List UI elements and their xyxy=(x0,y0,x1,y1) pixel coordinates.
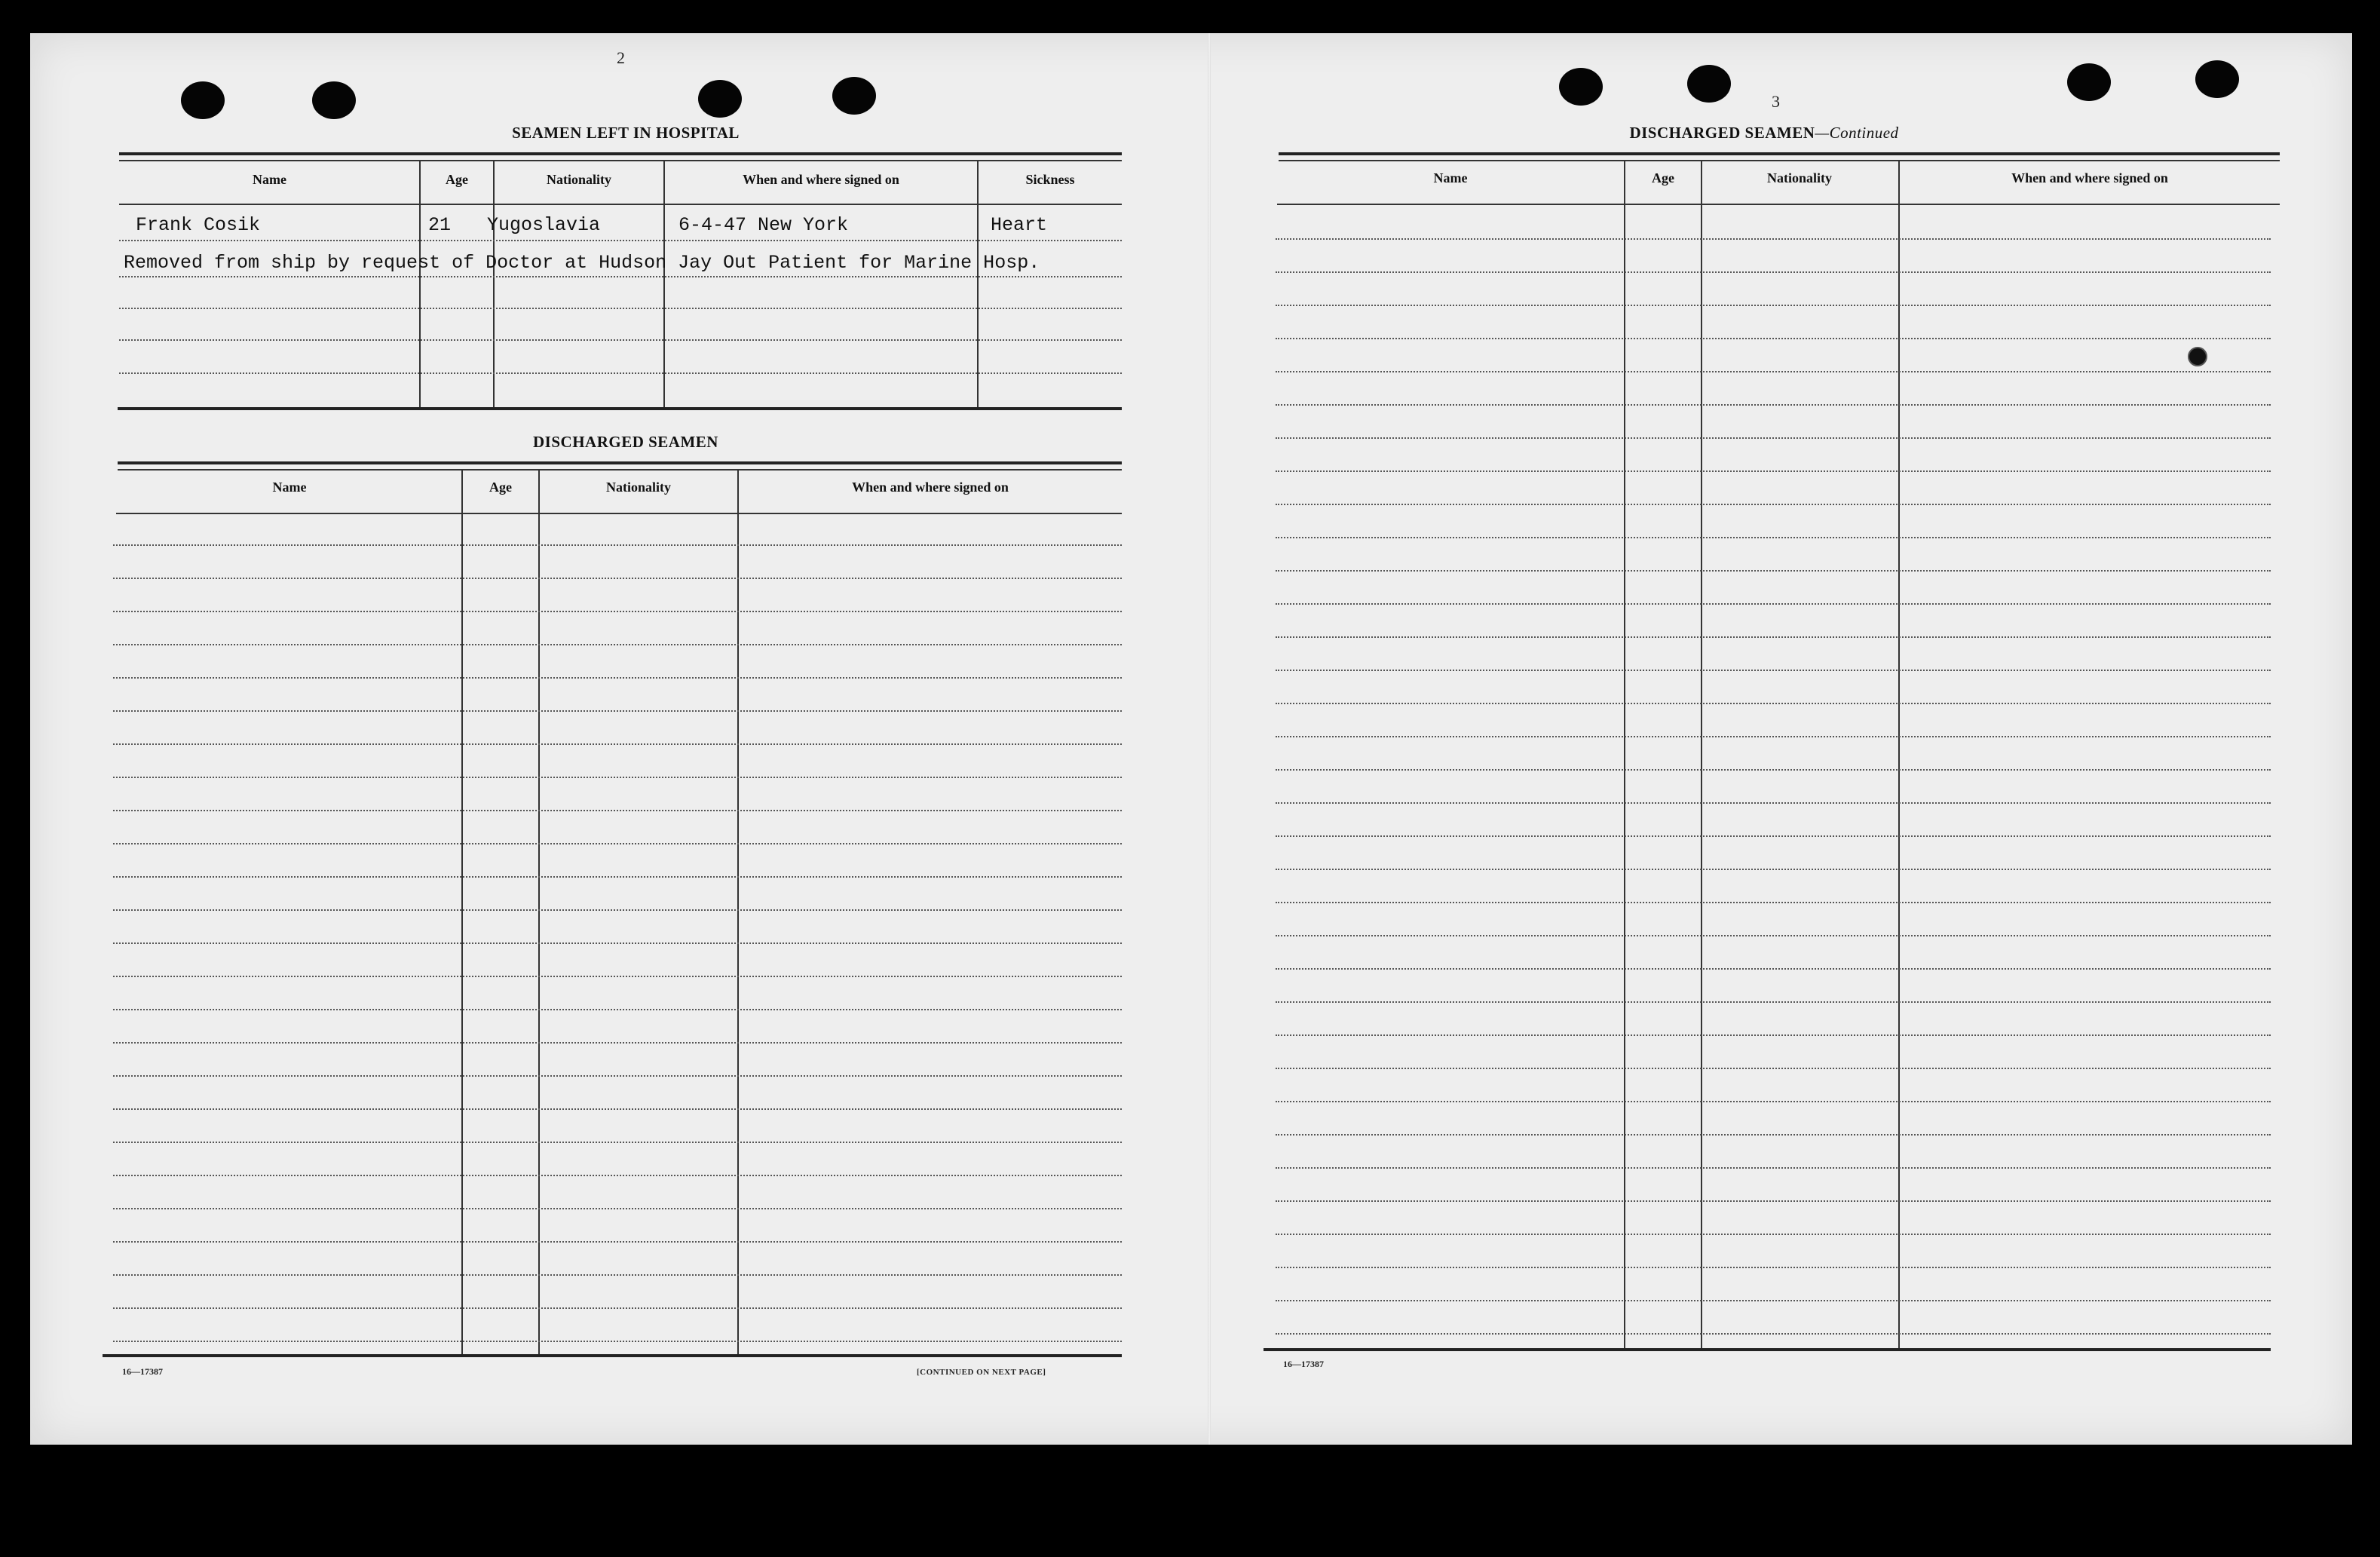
hospital-row-line xyxy=(119,372,1122,374)
discharged-col-signed-on: When and where signed on xyxy=(852,480,1009,495)
discharged-col-divider xyxy=(538,469,540,1356)
blank-row-line xyxy=(1276,968,2271,970)
hospital-col-age: Age xyxy=(446,172,468,187)
discharged-col-nationality: Nationality xyxy=(605,480,671,495)
discharged-col-divider xyxy=(461,469,463,1356)
blank-row-line xyxy=(113,942,1122,944)
hospital-removal-note: Removed from ship by request of Doctor at Hudson Jay Out Patient for Marine Hosp. xyxy=(124,252,1040,274)
blank-row-line xyxy=(1276,736,2271,737)
discharged-col-divider xyxy=(737,469,739,1356)
ink-speck xyxy=(2188,347,2207,366)
blank-row-line xyxy=(113,1009,1122,1010)
blank-row-line xyxy=(113,644,1122,645)
blank-row-line xyxy=(113,777,1122,778)
hospital-col-signed-on: When and where signed on xyxy=(743,172,899,187)
punch-hole xyxy=(832,77,876,115)
blank-row-line xyxy=(1276,769,2271,771)
page-number-right: 3 xyxy=(1772,92,1780,111)
discharged-continued-suffix: —Continued xyxy=(1815,124,1899,142)
blank-row-line xyxy=(113,810,1122,811)
discharged-col-age: Age xyxy=(489,480,512,495)
blank-row-line xyxy=(113,1042,1122,1044)
blank-row-line xyxy=(1276,636,2271,638)
hospital-col-nationality: Nationality xyxy=(546,172,611,187)
blank-row-line xyxy=(1276,1267,2271,1268)
form-number-right: 16—17387 xyxy=(1283,1359,1324,1369)
right-col-name: Name xyxy=(1433,170,1468,185)
blank-row-line xyxy=(113,1142,1122,1143)
hospital-table-top-rule xyxy=(119,152,1122,155)
discharged-table-top-rule-2 xyxy=(118,469,1122,470)
blank-row-line xyxy=(113,843,1122,844)
discharged-continued-title-main: DISCHARGED SEAMEN xyxy=(1629,124,1815,142)
right-header-rule xyxy=(1277,204,2280,205)
blank-row-line xyxy=(113,544,1122,546)
hospital-row-line xyxy=(119,276,1122,277)
blank-row-line xyxy=(1276,869,2271,870)
hospital-row-age: 21 xyxy=(428,214,452,236)
blank-row-line xyxy=(1276,603,2271,605)
blank-row-line xyxy=(113,710,1122,712)
blank-row-line xyxy=(113,876,1122,878)
blank-row-line xyxy=(113,1307,1122,1309)
hospital-table-top-rule-2 xyxy=(119,160,1122,161)
punch-hole xyxy=(2195,60,2239,98)
blank-row-line xyxy=(1276,1200,2271,1202)
discharged-header-rule xyxy=(116,513,1122,514)
blank-row-line xyxy=(1276,338,2271,339)
hospital-row-nationality: Yugoslavia xyxy=(487,214,601,236)
punch-hole xyxy=(2067,63,2111,101)
blank-row-line xyxy=(1276,305,2271,306)
blank-row-line xyxy=(113,1175,1122,1176)
blank-row-line xyxy=(1276,1134,2271,1136)
blank-row-line xyxy=(113,1075,1122,1077)
hospital-row-line xyxy=(119,308,1122,309)
punch-hole xyxy=(698,80,742,118)
page-fold xyxy=(1208,33,1211,1445)
blank-row-line xyxy=(1276,537,2271,538)
hospital-row-line xyxy=(119,339,1122,341)
blank-row-line xyxy=(1276,1068,2271,1069)
blank-row-line xyxy=(1276,271,2271,273)
blank-row-line xyxy=(1276,437,2271,439)
discharged-continued-title xyxy=(1538,124,1990,143)
blank-row-line xyxy=(1276,703,2271,704)
discharged-table-bottom-rule xyxy=(103,1354,1122,1357)
blank-row-line xyxy=(113,1241,1122,1243)
blank-row-line xyxy=(1276,835,2271,837)
blank-row-line xyxy=(1276,404,2271,406)
blank-row-line xyxy=(1276,504,2271,505)
punch-hole xyxy=(1687,65,1731,103)
blank-row-line xyxy=(1276,902,2271,903)
blank-row-line xyxy=(113,578,1122,579)
right-table-top-rule xyxy=(1279,152,2280,155)
discharged-section-title: DISCHARGED SEAMEN xyxy=(533,433,718,451)
blank-row-line xyxy=(1276,570,2271,572)
punch-hole xyxy=(312,81,356,119)
punch-hole xyxy=(1559,68,1603,106)
right-table-bottom-rule xyxy=(1264,1348,2271,1351)
blank-row-line xyxy=(1276,1167,2271,1169)
blank-row-line xyxy=(113,976,1122,977)
form-number-left: 16—17387 xyxy=(122,1366,163,1377)
hospital-col-sickness: Sickness xyxy=(1025,172,1075,187)
right-col-nationality: Nationality xyxy=(1766,170,1832,185)
hospital-header-rule xyxy=(119,204,1122,205)
discharged-table-top-rule xyxy=(118,461,1122,464)
hospital-section-title: SEAMEN LEFT IN HOSPITAL xyxy=(512,124,740,142)
right-table-top-rule-2 xyxy=(1279,160,2280,161)
blank-row-line xyxy=(1276,371,2271,372)
blank-row-line xyxy=(1276,670,2271,671)
blank-row-line xyxy=(1276,238,2271,240)
blank-row-line xyxy=(113,743,1122,745)
blank-row-line xyxy=(113,909,1122,911)
hospital-table-bottom-rule xyxy=(118,407,1122,410)
blank-row-line xyxy=(113,1341,1122,1342)
blank-row-line xyxy=(113,677,1122,679)
blank-row-line xyxy=(1276,1101,2271,1102)
blank-row-line xyxy=(1276,802,2271,804)
blank-row-line xyxy=(1276,1333,2271,1335)
hospital-col-name: Name xyxy=(253,172,286,187)
blank-row-line xyxy=(1276,935,2271,936)
punch-hole xyxy=(181,81,225,119)
blank-row-line xyxy=(1276,470,2271,472)
hospital-row-line xyxy=(119,240,1122,241)
continued-note: [CONTINUED ON NEXT PAGE] xyxy=(917,1368,1046,1377)
blank-row-line xyxy=(1276,1001,2271,1003)
right-col-signed-on: When and where signed on xyxy=(2011,170,2168,185)
blank-row-line xyxy=(1276,1300,2271,1301)
blank-row-line xyxy=(113,1274,1122,1276)
discharged-col-name: Name xyxy=(272,480,307,495)
blank-row-line xyxy=(113,1108,1122,1110)
hospital-row-signed-on: 6-4-47 New York xyxy=(678,214,849,236)
blank-row-line xyxy=(113,1208,1122,1209)
blank-row-line xyxy=(113,611,1122,612)
hospital-row-name: Frank Cosik xyxy=(136,214,261,236)
blank-row-line xyxy=(1276,1034,2271,1036)
hospital-row-sickness: Heart xyxy=(991,214,1048,236)
blank-row-line xyxy=(1276,1234,2271,1235)
page-number-left: 2 xyxy=(617,48,625,67)
right-col-age: Age xyxy=(1652,170,1674,185)
